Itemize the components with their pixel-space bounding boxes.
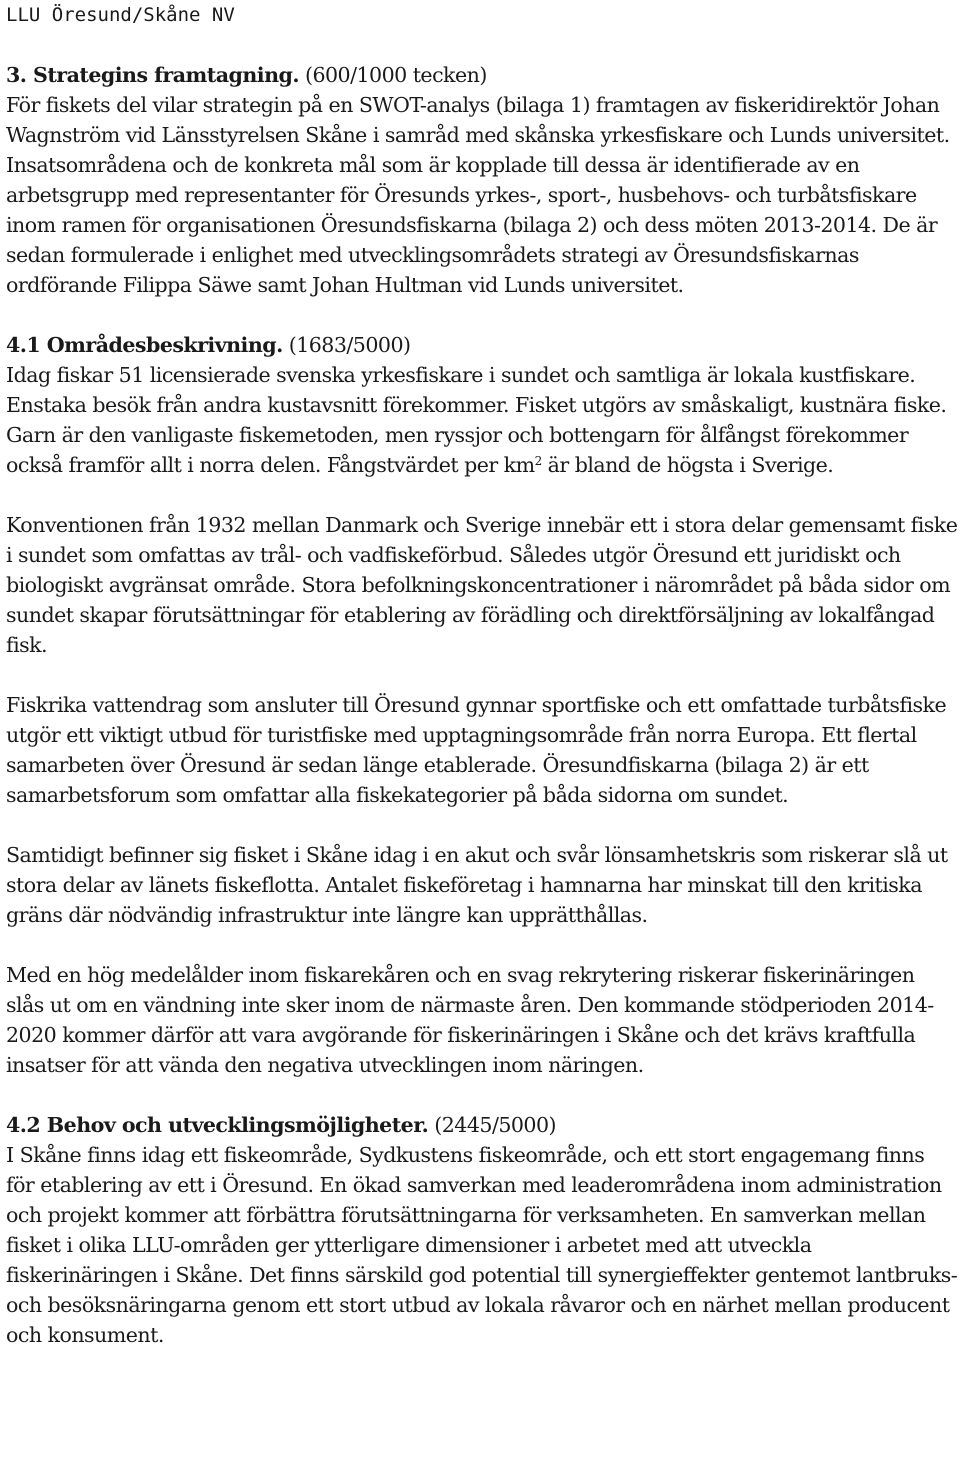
paragraph: Med en hög medelålder inom fiskarekåren och en svag rekrytering riskerar fiskerinäringen slås ut om en vändning inte sker inom de närmaste åren. Den kommande stödperioden 2014-2020 kommer därför att vara avgörande för fiskerinäringen i Skåne och det krävs kraftfulla insatser för att vända den negativa utvecklingen inom näringen. xyxy=(6,963,934,1077)
paragraph: Fiskrika vattendrag som ansluter till Öresund gynnar sportfiske och ett omfattade turbåtsfiske utgör ett viktigt utbud för turistfiske med upptagningsområde från norra Europa. Ett flertal samarbeten över Öresund är sedan länge etablerade. Öresundfiskarna (bilaga 2) är ett samarbetsforum som omfattar alla fiskekategorier på båda sidorna om sundet. xyxy=(6,693,947,807)
spacer xyxy=(6,480,958,510)
section-3 xyxy=(6,60,958,300)
section-4-1 xyxy=(6,330,958,480)
spacer xyxy=(6,810,958,840)
spacer xyxy=(6,1080,958,1110)
section-4-2-heading: 4.2 Behov och utvecklingsmöjligheter. xyxy=(6,1113,429,1137)
section-4-1-body: Idag fiskar 51 licensierade svenska yrkesfiskare i sundet och samtliga är lokala kustfiskare. Enstaka besök från andra kustavsnitt förekommer. Fisket utgörs av småskaligt, kustnära fiske. Garn är den vanligaste fiskemetoden, men ryssjor och bottengarn för ålfångst förekommer också framför allt i norra delen. Fångstvärdet per km xyxy=(6,363,947,477)
spacer xyxy=(6,30,958,60)
section-4-1-body-end: är bland de högsta i Sverige. xyxy=(541,453,834,477)
section-3-char-count: (600/1000 tecken) xyxy=(304,63,487,87)
document-header: LLU Öresund/Skåne NV xyxy=(6,4,235,26)
section-4-1-heading: 4.1 Områdesbeskrivning. xyxy=(6,333,283,357)
spacer xyxy=(6,300,958,330)
section-4-2 xyxy=(6,1110,958,1350)
section-4-1-char-count: (1683/5000) xyxy=(288,333,411,357)
spacer xyxy=(6,660,958,690)
section-3-body: För fiskets del vilar strategin på en SWOT-analys (bilaga 1) framtagen av fiskeridirektör Johan Wagnström vid Länsstyrelsen Skåne i samråd med skånska yrkesfiskare och Lunds universitet. Insatsområdena och de konkreta mål som är kopplade till dessa är identifierade av en arbetsgrupp med representanter för Öresunds yrkes-, sport-, husbehovs- och turbåtsfiskare inom ramen för organisationen Öresundsfiskarna (bilaga 2) och dess möten 2013-2014. De är sedan formulerade i enlighet med utvecklingsområdets strategi av Öresundsfiskarnas ordförande Filippa Säwe samt Johan Hultman vid Lunds universitet. xyxy=(6,93,950,297)
spacer xyxy=(6,930,958,960)
section-3-heading: 3. Strategins framtagning. xyxy=(6,63,299,87)
paragraph: Samtidigt befinner sig fisket i Skåne idag i en akut och svår lönsamhetskris som riskerar slå ut stora delar av länets fiskeflotta. Antalet fiskeföretag i hamnarna har minskat till den kritiska gräns där nödvändig infrastruktur inte längre kan upprätthållas. xyxy=(6,843,948,927)
section-4-2-body: I Skåne finns idag ett fiskeområde, Sydkustens fiskeområde, och ett stort engagemang finns för etablering av ett i Öresund. En ökad samverkan med leaderområdena inom administration och projekt kommer att förbättra förutsättningarna för verksamheten. En samverkan mellan fisket i olika LLU-områden ger ytterligare dimensioner i arbetet med att utveckla fiskerinäringen i Skåne. Det finns särskild god potential till synergieffekter gentemot lantbruks- och besöksnäringarna genom ett stort utbud av lokala råvaror och en närhet mellan producent och konsument. xyxy=(6,1143,958,1347)
superscript-2: 2 xyxy=(534,454,542,468)
section-4-2-char-count: (2445/5000) xyxy=(434,1113,557,1137)
paragraph: Konventionen från 1932 mellan Danmark och Sverige innebär ett i stora delar gemensamt fiske i sundet som omfattas av trål- och vadfiskeförbud. Således utgör Öresund ett juridiskt och biologiskt avgränsat område. Stora befolkningskoncentrationer i närområdet på båda sidor om sundet skapar förutsättningar för etablering av förädling och direktförsäljning av lokalfångad fisk. xyxy=(6,513,958,657)
document-page xyxy=(6,0,958,1350)
